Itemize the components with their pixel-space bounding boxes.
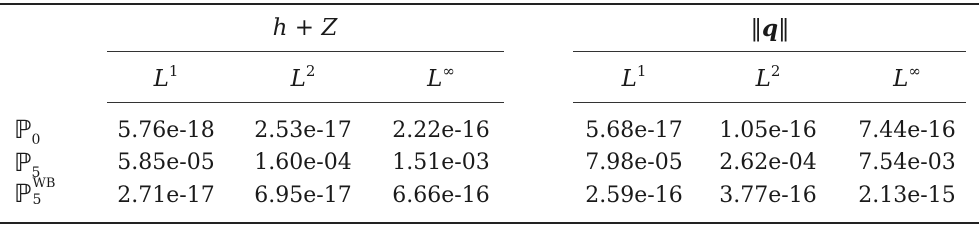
sub-header-exponent: ∞ (442, 62, 455, 80)
table-cell: 7.98e-05 (585, 150, 683, 175)
table-cell: 3.77e-16 (719, 183, 817, 208)
table-cell: 2.53e-17 (254, 118, 352, 143)
sub-header-base: L (893, 66, 909, 92)
sub-header-l1-right (621, 62, 647, 92)
sub-header-exponent: 1 (636, 62, 647, 80)
sub-header-l1-left (153, 62, 179, 92)
row-label-base: ℙ (14, 115, 32, 144)
group-rule-left (107, 51, 504, 52)
table-cell: 5.68e-17 (585, 118, 683, 143)
table-cell: 1.60e-04 (254, 150, 352, 175)
table-cell: 1.05e-16 (719, 118, 817, 143)
sub-header-linf-right (893, 62, 921, 92)
sub-header-base: L (427, 66, 443, 92)
table-cell: 6.66e-16 (392, 183, 490, 208)
top-rule (0, 3, 979, 5)
table-cell: 2.13e-15 (858, 183, 956, 208)
norm-bar-left: ‖ (750, 16, 762, 42)
table-cell: 7.54e-03 (858, 150, 956, 175)
table-cell: 1.51e-03 (392, 150, 490, 175)
group-header-norm-q (750, 17, 789, 41)
row-label-base: ℙ (14, 148, 32, 177)
row-label-superscript: WB (32, 176, 56, 191)
table-cell: 2.59e-16 (585, 183, 683, 208)
row-label-subscript: 5 (31, 165, 41, 181)
table-cell: 5.76e-18 (117, 118, 215, 143)
bottom-rule (0, 222, 979, 224)
sub-header-base: L (153, 66, 169, 92)
table-cell: 2.62e-04 (719, 150, 817, 175)
group-rule-right (573, 51, 966, 52)
sub-header-base: L (621, 66, 637, 92)
table-cell: 2.71e-17 (117, 183, 215, 208)
sub-header-exponent: 2 (305, 62, 316, 80)
sub-header-exponent: 1 (168, 62, 179, 80)
table-cell: 2.22e-16 (392, 118, 490, 143)
row-label-p5-wb (14, 176, 72, 208)
row-label-scripts (32, 176, 72, 208)
header-rule-left (107, 102, 504, 103)
sub-header-exponent: 2 (770, 62, 781, 80)
sub-header-exponent: ∞ (908, 62, 921, 80)
row-label-subscript: 0 (31, 132, 41, 148)
row-label-p5 (14, 148, 41, 181)
sub-header-base: L (290, 66, 306, 92)
sub-header-l2-right (755, 62, 781, 92)
group-header-text: h + Z (272, 15, 338, 41)
sub-header-l2-left (290, 62, 316, 92)
row-label-base: ℙ (14, 179, 32, 208)
norm-bar-right: ‖ (778, 16, 790, 42)
group-header-h-plus-z (273, 17, 338, 40)
norm-q-symbol: q (761, 15, 779, 42)
sub-header-base: L (755, 66, 771, 92)
row-label-p0 (14, 115, 41, 148)
table-cell: 5.85e-05 (117, 150, 215, 175)
sub-header-linf-left (427, 62, 455, 92)
header-rule-right (573, 102, 966, 103)
table-cell: 7.44e-16 (858, 118, 956, 143)
row-label-subscript: 5 (32, 192, 42, 208)
table-cell: 6.95e-17 (254, 183, 352, 208)
